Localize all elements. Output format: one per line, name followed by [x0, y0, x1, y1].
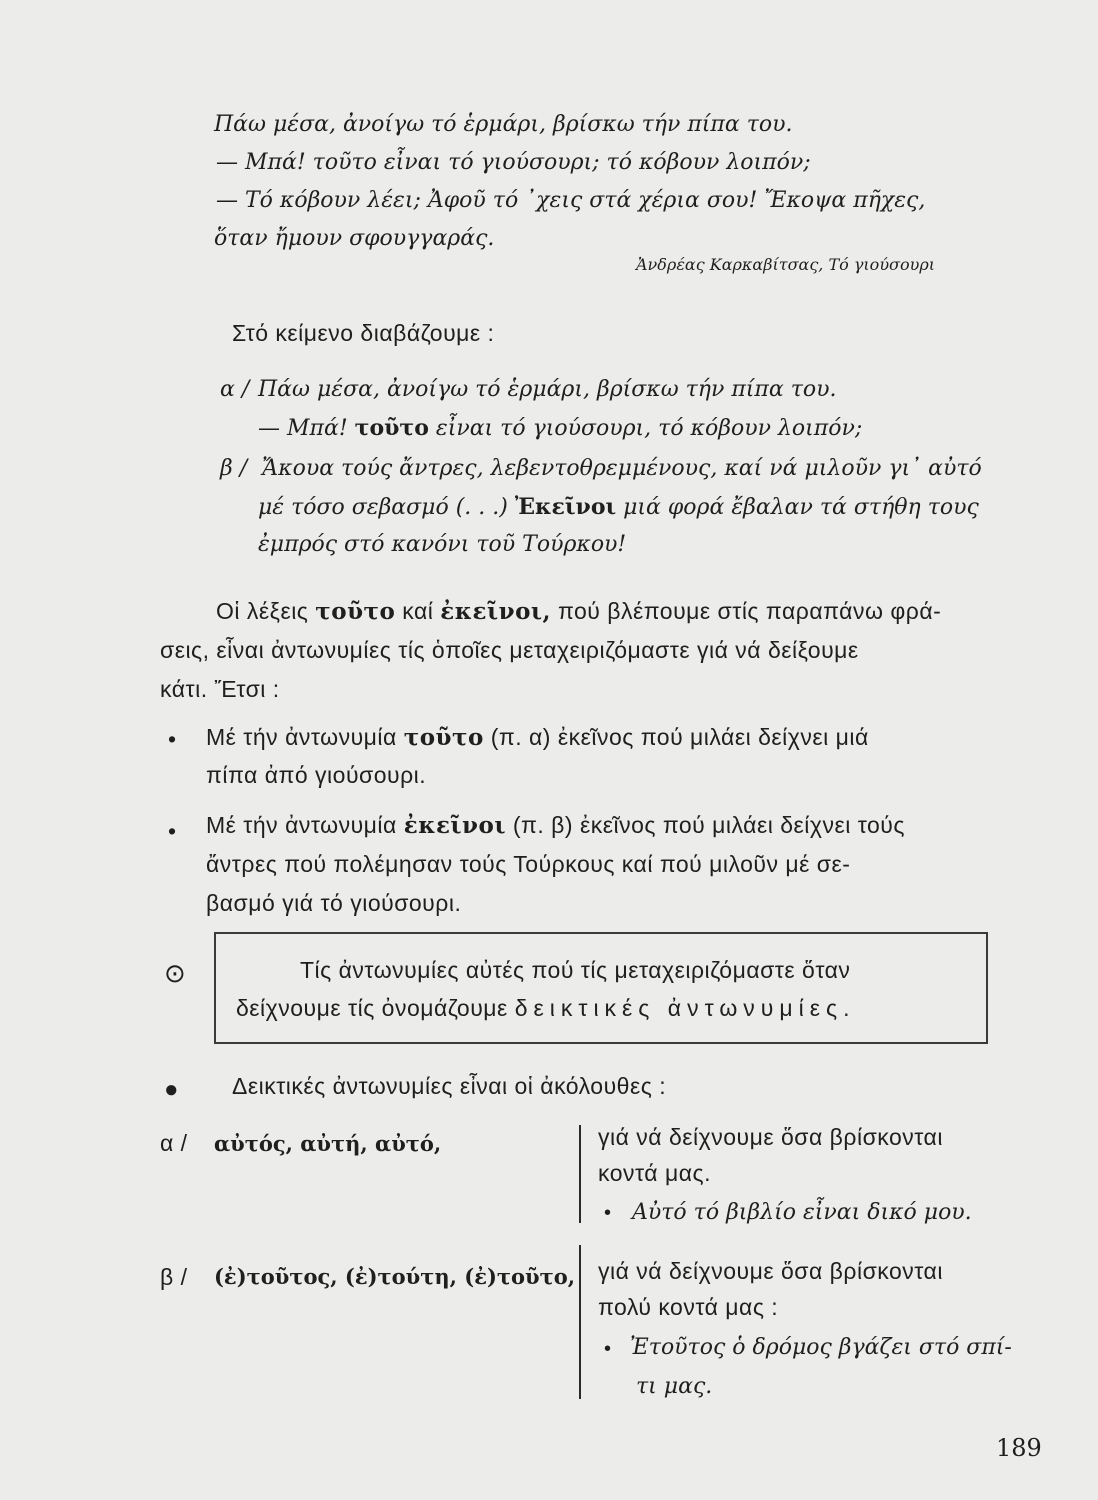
- table-a-desc-2: κοντά μας.: [598, 1160, 711, 1186]
- table-a-example: Αὐτό τό βιβλίο εἶναι δικό μου.: [632, 1200, 972, 1225]
- bullet-2-line-1: [206, 812, 905, 839]
- explanation-bold-2: ἐκεῖνοι,: [440, 598, 552, 625]
- intro-text: Στό κείμενο διαβάζουμε :: [232, 320, 495, 346]
- explanation-bold-1: τοῦτο: [315, 598, 396, 625]
- table-divider-b: [579, 1245, 581, 1399]
- example-b-marker: β /: [220, 456, 248, 481]
- table-a-forms: αὐτός, αὐτή, αὐτό,: [214, 1131, 442, 1156]
- bullet-2-text-pre: Μέ τήν ἀντωνυμία: [206, 812, 404, 838]
- example-a-text-pre: — Μπά!: [258, 416, 355, 441]
- quote-line-4: ὅταν ἤμουν σφουγγαράς.: [214, 226, 495, 251]
- rule-line-1: Τίς ἀντωνυμίες αὐτές πού τίς μεταχειριζόμαστε ὅταν: [300, 957, 851, 983]
- bullet-2-line-2: ἄντρες πού πολέμησαν τούς Τούρκους καί πού μιλοῦν μέ σε-: [206, 851, 851, 877]
- table-b-forms: (ἐ)τοῦτος, (ἐ)τούτη, (ἐ)τοῦτο,: [214, 1264, 576, 1289]
- bullet-dot-2: •: [168, 818, 177, 844]
- quote-attribution: Ἀνδρέας Καρκαβίτσας, Τό γιούσουρι: [636, 255, 935, 274]
- example-b-line-1: Ἄκουα τούς ἄντρες, λεβεντοθρεμμένους, καί νά μιλοῦν γι᾽ αὐτό: [262, 456, 982, 481]
- rule-line-2: [236, 995, 855, 1022]
- explanation-text-a: Οἱ λέξεις: [216, 598, 316, 624]
- page-number: 189: [996, 1434, 1042, 1462]
- rule-symbol-icon: ⊙: [164, 958, 187, 988]
- table-a-dot: •: [604, 1202, 612, 1224]
- table-b-marker: β /: [160, 1264, 188, 1290]
- list-bullet-icon: ●: [164, 1076, 179, 1103]
- bullet-1-line-2: πίπα ἀπό γιούσουρι.: [206, 762, 427, 788]
- bullet-2-text-post: (π. β) ἐκεῖνος πού μιλάει δείχνει τούς: [505, 812, 905, 838]
- table-a-desc-1: γιά νά δείχνουμε ὅσα βρίσκονται: [598, 1124, 943, 1150]
- example-a-line-2: [258, 415, 862, 441]
- bullet-1-bold-word: τοῦτο: [403, 724, 484, 751]
- example-a-bold-word: τοῦτο: [354, 415, 429, 441]
- explanation-line-1: [216, 598, 941, 625]
- example-b-line-3: ἐμπρός στό κανόνι τοῦ Τούρκου!: [258, 532, 627, 557]
- rule-box: [214, 932, 988, 1044]
- explanation-line-2: σεις, εἶναι ἀντωνυμίες τίς ὁποῖες μεταχειριζόμαστε γιά νά δείξουμε: [160, 637, 859, 663]
- example-a-text-post: εἶναι τό γιούσουρι, τό κόβουν λοιπόν;: [428, 416, 863, 441]
- quote-line-1: Πάω μέσα, ἀνοίγω τό ἑρμάρι, βρίσκω τήν πίπα του.: [214, 112, 793, 137]
- example-a-line-1: Πάω μέσα, ἀνοίγω τό ἑρμάρι, βρίσκω τήν πίπα του.: [258, 377, 837, 402]
- bullet-2-bold-word: ἐκεῖνοι: [403, 812, 506, 839]
- example-b-text-post: μιά φορά ἔβαλαν τά στήθη τους: [616, 495, 979, 520]
- rule-text-pre: δείχνουμε τίς ὀνομάζουμε: [236, 995, 515, 1021]
- quote-line-3: — Τό κόβουν λέει; Ἀφοῦ τό ᾽χεις στά χέρια σου! Ἔκοψα πῆχες,: [216, 188, 926, 213]
- rule-term: δεικτικές ἀντωνυμίες.: [514, 995, 856, 1021]
- explanation-line-3: κάτι. Ἔτσι :: [160, 676, 280, 702]
- bullet-1-line-1: [206, 724, 869, 751]
- example-b-text-pre: μέ τόσο σεβασμό (. . .): [258, 495, 515, 520]
- bullet-2-line-3: βασμό γιά τό γιούσουρι.: [206, 890, 462, 916]
- table-b-dot: •: [604, 1338, 612, 1360]
- table-b-desc-1: γιά νά δείχνουμε ὅσα βρίσκονται: [598, 1258, 943, 1284]
- example-a-marker: α /: [220, 377, 250, 402]
- bullet-dot-1: •: [168, 726, 177, 752]
- bullet-1-text-pre: Μέ τήν ἀντωνυμία: [206, 724, 404, 750]
- explanation-text-b: καί: [395, 598, 441, 624]
- table-b-desc-2: πολύ κοντά μας :: [598, 1294, 779, 1320]
- quote-line-2: — Μπά! τοῦτο εἶναι τό γιούσουρι; τό κόβουν λοιπόν;: [216, 150, 811, 175]
- list-intro-text: Δεικτικές ἀντωνυμίες εἶναι οἱ ἀκόλουθες :: [232, 1073, 667, 1099]
- explanation-text-c: πού βλέπουμε στίς παραπάνω φρά-: [551, 598, 942, 624]
- example-b-line-2: [258, 494, 979, 520]
- example-b-bold-word: Ἐκεῖνοι: [514, 494, 617, 520]
- table-a-marker: α /: [160, 1130, 188, 1156]
- table-b-example-1: Ἐτοῦτος ὁ δρόμος βγάζει στό σπί-: [630, 1335, 1012, 1360]
- bullet-1-text-post: (π. α) ἐκεῖνος πού μιλάει δείχνει μιά: [483, 724, 869, 750]
- table-b-example-2: τι μας.: [636, 1374, 713, 1399]
- table-divider-a: [579, 1125, 581, 1223]
